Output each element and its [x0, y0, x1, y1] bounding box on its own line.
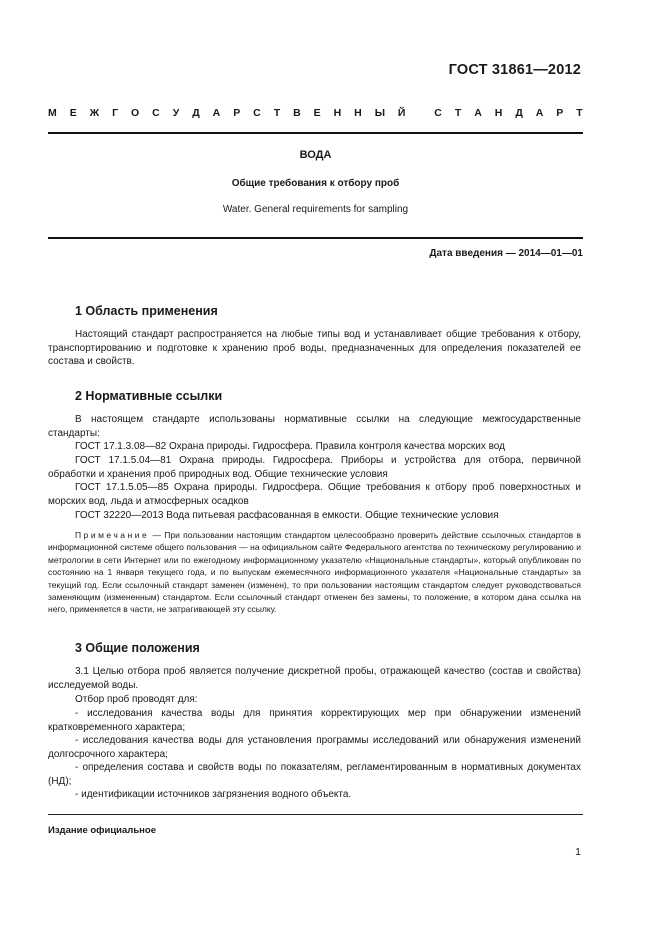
reference-item: ГОСТ 32220—2013 Вода питьевая расфасованная в емкости. Общие технические условия: [75, 510, 499, 521]
banner-letter: Т: [454, 107, 462, 119]
banner-letter: Р: [556, 107, 564, 119]
banner-letter: С: [152, 107, 160, 119]
banner-letter: Д: [515, 107, 523, 119]
banner-letter: Е: [313, 107, 321, 119]
standard-banner: [48, 107, 583, 125]
section-2-heading: 2 Нормативные ссылки: [75, 389, 223, 403]
banner-letter: Н: [333, 107, 342, 119]
reference-item: ГОСТ 17.1.5.05—85 Охрана природы. Гидросфера. Общие требования к отбору проб поверхностных и морских вод, льда и атмосферных осадков: [48, 482, 581, 507]
banner-letter: У: [172, 107, 180, 119]
header-rule: [48, 132, 583, 134]
english-title: Water. General requirements for sampling: [222, 204, 409, 215]
banner-letter: Ы: [374, 107, 385, 119]
banner-letter: А: [474, 107, 482, 119]
list-item: - исследования качества воды для принятия корректирующих мер при обнаружении изменений кратковременного характера;: [48, 708, 581, 733]
section-3-heading: 3 Общие положения: [75, 641, 200, 655]
official-edition-label: Издание официальное: [48, 825, 156, 836]
banner-letter: [418, 107, 421, 125]
banner-letter: Р: [233, 107, 241, 119]
banner-letter: Ж: [89, 107, 100, 119]
note-label: Примечание: [75, 530, 150, 540]
note-block: [48, 529, 581, 616]
introduction-date: Дата введения — 2014—01—01: [429, 248, 583, 259]
list-item: - исследования качества воды для установления программы исследований или обнаружения изменений долгосрочного характера;: [48, 735, 581, 760]
banner-letter: В: [293, 107, 301, 119]
document-title: ВОДА: [299, 149, 332, 161]
list-item: - определения состава и свойств воды по показателям, регламентированным в нормативных документах (НД);: [48, 762, 581, 787]
title-rule: [48, 237, 583, 239]
banner-letter: Т: [273, 107, 281, 119]
banner-letter: О: [131, 107, 140, 119]
banner-letter: Н: [494, 107, 503, 119]
banner-letter: Т: [576, 107, 583, 119]
list-intro: Отбор проб проводят для:: [75, 694, 198, 705]
document-subtitle: Общие требования к отбору проб: [231, 178, 400, 189]
document-code: ГОСТ 31861—2012: [448, 62, 581, 78]
section-2-intro: В настоящем стандарте использованы нормативные ссылки на следующие межгосударственные стандарты:: [48, 414, 581, 439]
section-3-paragraph: 3.1 Целью отбора проб является получение дискретной пробы, отражающей качество (состав и свойства) исследуемой воды.: [48, 666, 581, 691]
note-text: — При пользовании настоящим стандартом целесообразно проверить действие ссылочных стандартов в информационной системе общего пользования — на официальном сайте Федерального агентства по техническому регулированию и метрологии в сети Интернет или по ежегодному информационному указателю «Национальные стандарты», который опубликован по состоянию на 1 января текущего года, и по выпускам ежемесячного информационного указателя «Национальные стандарты» за текущий год. Если ссылочный стандарт заменен (изменен), то при пользовании настоящим стандартом следует руководствоваться заменяющим (измененным) стандартом. Если ссылочный стандарт отменен без замены, то положение, в котором дана ссылка на него, применяется в части, не затрагивающей эту ссылку.: [48, 530, 581, 615]
list-item: - идентификации источников загрязнения водного объекта.: [75, 789, 352, 800]
page-number: 1: [575, 846, 581, 858]
banner-letter: М: [48, 107, 57, 119]
banner-letter: Г: [112, 107, 119, 119]
banner-letter: Е: [69, 107, 77, 119]
footer-rule: [48, 814, 583, 815]
banner-letter: С: [253, 107, 261, 119]
section-1-paragraph: Настоящий стандарт распространяется на любые типы вод и устанавливает общие требования к отбору, транспортированию и подготовке к хранению проб воды, предназначенных для определения показателей ее состава и свойств.: [48, 329, 581, 368]
banner-letter: Д: [192, 107, 200, 119]
reference-item: ГОСТ 17.1.3.08—82 Охрана природы. Гидросфера. Правила контроля качества морских вод: [75, 441, 505, 452]
banner-letter: Й: [397, 107, 406, 119]
banner-letter: А: [212, 107, 221, 119]
section-1-heading: 1 Область применения: [75, 304, 218, 318]
banner-letter: С: [434, 107, 442, 119]
reference-item: ГОСТ 17.1.5.04—81 Охрана природы. Гидросфера. Приборы и устройства для отбора, первичной обработки и хранения проб природных вод. Общие технические условия: [48, 455, 581, 480]
banner-letter: А: [535, 107, 544, 119]
banner-letter: Н: [354, 107, 362, 119]
